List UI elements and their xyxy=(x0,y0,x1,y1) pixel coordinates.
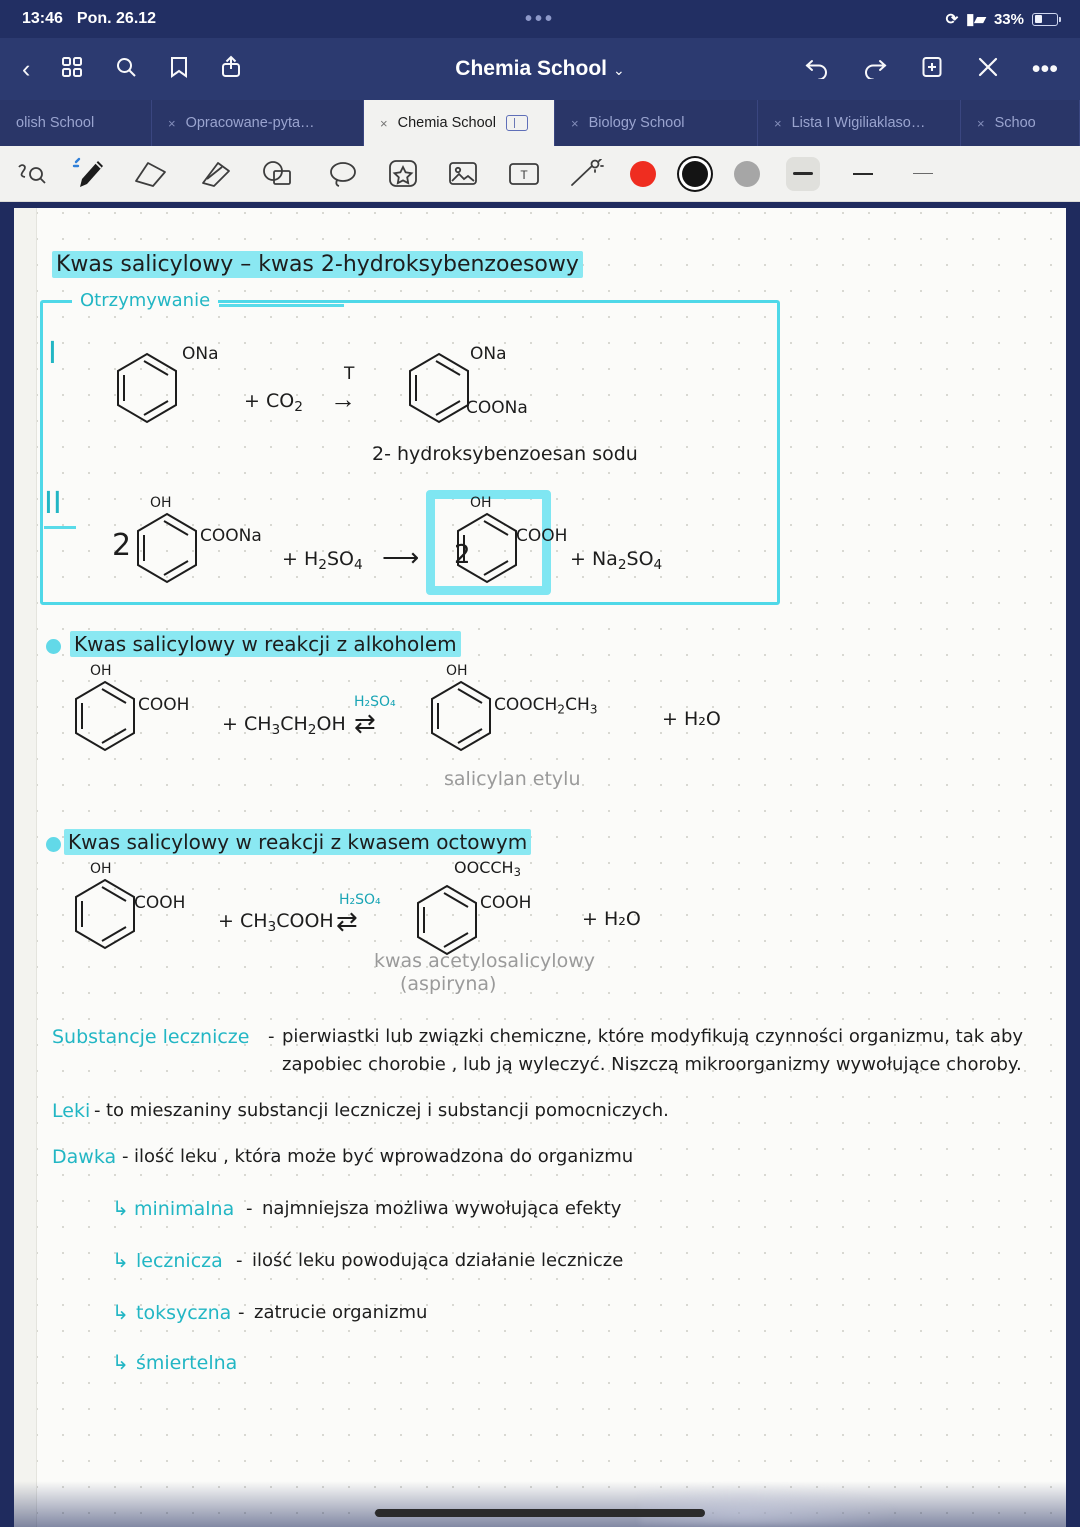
label-water-2: + H₂O xyxy=(662,708,721,730)
tab-0[interactable] xyxy=(0,100,152,146)
tab-2[interactable] xyxy=(364,100,555,146)
reaction-arrow-1: → xyxy=(330,384,356,414)
tab-3[interactable] xyxy=(555,100,758,146)
label-plus-co2: + $CO_2$ xyxy=(244,390,303,415)
label-cooh-3a: COOH xyxy=(138,695,190,715)
label-oh-2a: OH xyxy=(150,495,172,511)
top-toolbar xyxy=(0,38,1080,100)
label-plus-h2so4: + $H_2SO_4$ xyxy=(282,548,363,573)
grey-swatch[interactable] xyxy=(734,161,760,187)
def-1-dash: - xyxy=(94,1100,101,1121)
more-options-icon[interactable]: ••• xyxy=(1031,54,1058,83)
dose-0-text: najmniejsza możliwa wywołująca efekty xyxy=(262,1198,622,1219)
label-ester-group: $COOCH_2CH_3$ xyxy=(494,695,598,717)
thumbnails-grid-icon[interactable] xyxy=(60,55,84,84)
chevron-down-icon[interactable]: ⌄ xyxy=(612,62,625,78)
coefficient-2-left: 2 xyxy=(112,528,132,563)
label-catalyst-3: H₂SO₄ xyxy=(339,892,381,908)
benzene-ring-1b xyxy=(404,350,474,434)
text-box-icon[interactable] xyxy=(506,159,542,189)
reaction-arrow-3: ⇄ xyxy=(354,708,376,738)
bookmark-icon[interactable] xyxy=(168,55,190,84)
product-name-3-alt: (aspiryna) xyxy=(400,973,497,995)
undo-icon[interactable] xyxy=(804,55,830,84)
step-2-numeral: II xyxy=(44,486,62,521)
dose-2-text: zatrucie organizmu xyxy=(254,1302,428,1323)
eraser-icon[interactable] xyxy=(132,159,172,189)
label-arrow-condition: T xyxy=(344,364,355,384)
label-coona-1: COONa xyxy=(466,398,528,418)
sticker-star-icon[interactable] xyxy=(386,159,420,189)
label-ona-1: ONa xyxy=(182,344,219,364)
tab-label: Lista I Wigiliaklaso… xyxy=(791,115,926,131)
dose-0-dash: - xyxy=(246,1198,253,1219)
benzene-ring-4a xyxy=(70,876,140,960)
product-name-3: kwas acetylosalicylowy xyxy=(374,950,595,972)
pen-icon[interactable] xyxy=(72,157,106,191)
pen-toolbar xyxy=(0,146,1080,202)
label-catalyst-2: H₂SO₄ xyxy=(354,694,396,710)
label-ona-2: ONa xyxy=(470,344,507,364)
dose-1-term: lecznicza xyxy=(136,1250,223,1272)
label-plus-na2so4: + $Na_2SO_4$ xyxy=(570,548,663,573)
label-cooh-4b: COOH xyxy=(480,893,532,913)
zoom-select-icon[interactable] xyxy=(16,161,46,187)
stroke-medium[interactable] xyxy=(846,157,880,191)
svg-text:T: T xyxy=(520,167,528,182)
close-icon[interactable] xyxy=(976,55,1000,84)
close-icon[interactable]: × xyxy=(571,115,579,131)
label-oh-2b: OH xyxy=(470,495,492,511)
tab-label: Schoo xyxy=(994,115,1036,131)
share-icon[interactable] xyxy=(220,55,242,84)
top-toolbar-left xyxy=(22,55,242,84)
term-substancje-lecznicze: Substancje lecznicze xyxy=(52,1026,250,1048)
chevron-left-icon[interactable]: ‹ xyxy=(22,54,31,83)
benzene-ring-3b xyxy=(426,678,496,762)
close-icon[interactable]: × xyxy=(380,115,388,131)
step-2-underline xyxy=(44,526,76,529)
status-center-dots: ••• xyxy=(524,8,555,30)
lasso-icon[interactable] xyxy=(326,159,360,189)
bullet-section-2 xyxy=(46,638,69,656)
label-water-3: + H₂O xyxy=(582,908,641,930)
dose-1-dash: - xyxy=(236,1250,243,1271)
page-title: Chemia School xyxy=(455,57,607,80)
red-swatch[interactable] xyxy=(630,161,656,187)
label-coona-2: COONa xyxy=(200,526,262,546)
screen-glare xyxy=(640,1485,900,1525)
add-page-icon[interactable] xyxy=(920,55,944,84)
dose-3-term: śmiertelna xyxy=(136,1352,238,1374)
close-icon[interactable]: × xyxy=(977,115,985,131)
def-0-line2: zapobiec chorobie , lub ją wyleczyć. Niszczą mikroorganizmy wywołujące choroby. xyxy=(282,1054,1022,1075)
term-leki: Leki xyxy=(52,1100,91,1122)
def-1-line1: to mieszaniny substancji leczniczej i substancji pomocniczych. xyxy=(106,1100,669,1121)
term-dawka: Dawka xyxy=(52,1146,117,1168)
home-indicator[interactable] xyxy=(375,1509,705,1517)
status-bar xyxy=(0,0,1080,38)
step-1-numeral: I xyxy=(48,336,58,371)
benzene-ring-1a xyxy=(112,350,182,434)
product-name-1: 2- hydroksybenzoesan sodu xyxy=(372,443,638,465)
bottom-fade xyxy=(0,1481,1080,1527)
label-oh-4a: OH xyxy=(90,861,112,877)
black-swatch[interactable] xyxy=(682,161,708,187)
tab-label: Opracowane-pyta… xyxy=(185,115,315,131)
battery-icon xyxy=(1032,13,1058,26)
benzene-ring-2a xyxy=(132,510,202,594)
benzene-ring-2b xyxy=(452,510,522,594)
section-heading-otrzymywanie: Otrzymywanie xyxy=(72,290,218,311)
status-time: 13:46 xyxy=(22,10,63,27)
label-oh-3b: OH xyxy=(446,663,468,679)
tab-label: olish School xyxy=(16,115,95,131)
reaction-arrow-2: ⟶ xyxy=(382,542,420,572)
tab-label: Biology School xyxy=(588,115,685,131)
close-icon[interactable]: × xyxy=(774,115,782,131)
tab-1[interactable] xyxy=(152,100,364,146)
def-0-line1: pierwiastki lub związki chemiczne, które modyfikują czynności organizmu, tak aby xyxy=(282,1026,1024,1047)
tab-5[interactable] xyxy=(961,100,1080,146)
tab-label: Chemia School xyxy=(397,115,496,131)
label-acetyl-group: $OOCCH_3$ xyxy=(454,858,521,880)
sync-icon: ⟳ xyxy=(945,11,959,28)
wifi-icon: ▮▰ xyxy=(966,11,986,28)
search-icon[interactable] xyxy=(114,55,138,84)
section-heading-acetic: Kwas salicylowy w reakcji z kwasem octowym xyxy=(64,830,531,854)
redo-icon[interactable] xyxy=(862,55,888,84)
shapes-icon[interactable] xyxy=(260,159,300,189)
dose-1-text: ilość leku powodująca działanie lecznicze xyxy=(252,1250,624,1271)
highlighter-icon[interactable] xyxy=(198,159,234,189)
reaction-arrow-4: ⇄ xyxy=(336,906,358,936)
dose-2-arrow: ↳ xyxy=(112,1300,129,1324)
image-icon[interactable] xyxy=(446,159,480,189)
def-2-dash: - xyxy=(122,1146,129,1167)
dose-0-arrow: ↳ xyxy=(112,1196,129,1220)
heading-underline xyxy=(219,304,344,307)
coefficient-2-right: 2 xyxy=(454,540,471,570)
def-0-dash: - xyxy=(268,1026,275,1047)
tab-4[interactable] xyxy=(758,100,961,146)
dose-1-arrow: ↳ xyxy=(112,1248,129,1272)
dose-2-dash: - xyxy=(238,1302,245,1323)
product-name-2: salicylan etylu xyxy=(444,768,581,790)
close-icon[interactable]: × xyxy=(168,115,176,131)
label-cooh-2: COOH xyxy=(516,526,568,546)
battery-percent: 33% xyxy=(993,10,1024,28)
stroke-thin[interactable] xyxy=(906,157,940,191)
magic-wand-icon[interactable] xyxy=(568,159,604,189)
top-toolbar-right xyxy=(804,55,1058,84)
label-acetic-acid: + $CH_3COOH$ xyxy=(218,910,334,935)
label-cooh-4a: COOH xyxy=(134,893,186,913)
note-page[interactable] xyxy=(14,208,1066,1527)
tab-strip xyxy=(0,100,1080,146)
section-heading-alcohol: Kwas salicylowy w reakcji z alkoholem xyxy=(70,632,461,656)
notebook-icon xyxy=(506,115,528,131)
note-title: Kwas salicylowy – kwas 2-hydroksybenzoesowy xyxy=(52,252,583,277)
status-date: Pon. 26.12 xyxy=(76,10,157,27)
label-ethanol: + $CH_3CH_2OH$ xyxy=(222,713,346,738)
dose-3-arrow: ↳ xyxy=(112,1350,129,1374)
stroke-thick[interactable] xyxy=(786,157,820,191)
benzene-ring-3a xyxy=(70,678,140,762)
label-oh-3a: OH xyxy=(90,663,112,679)
def-2-line1: ilość leku , która może być wprowadzona do organizmu xyxy=(134,1146,634,1167)
dose-2-term: toksyczna xyxy=(136,1302,232,1324)
dose-0-term: minimalna xyxy=(134,1198,235,1220)
note-canvas[interactable] xyxy=(0,202,1080,1527)
